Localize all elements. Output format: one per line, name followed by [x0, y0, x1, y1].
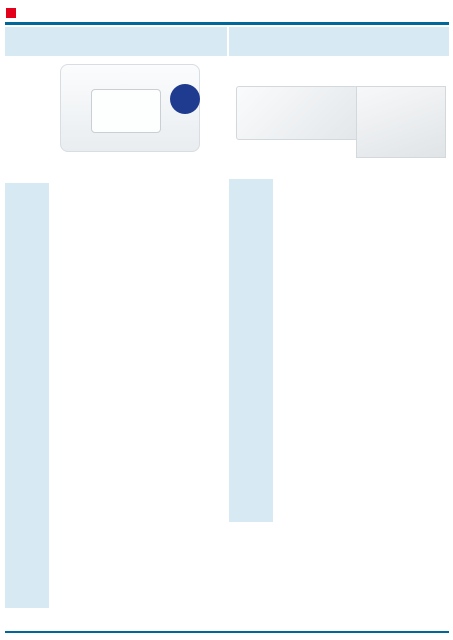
legrand-logo: [6, 6, 18, 19]
eu-norm-badge: [170, 84, 200, 114]
left-header: [5, 27, 227, 56]
left-ref-column: [5, 194, 49, 608]
product-image-decoratif: [236, 86, 358, 140]
right-header: [229, 27, 449, 56]
right-ref-column: [229, 190, 273, 522]
footer-rule: [5, 631, 449, 633]
header-rule: [5, 22, 449, 25]
product-image-decoratif-2: [356, 86, 446, 158]
right-col-head: [229, 179, 273, 190]
legrand-logo-mark: [6, 8, 16, 18]
left-col-head: [5, 183, 49, 194]
